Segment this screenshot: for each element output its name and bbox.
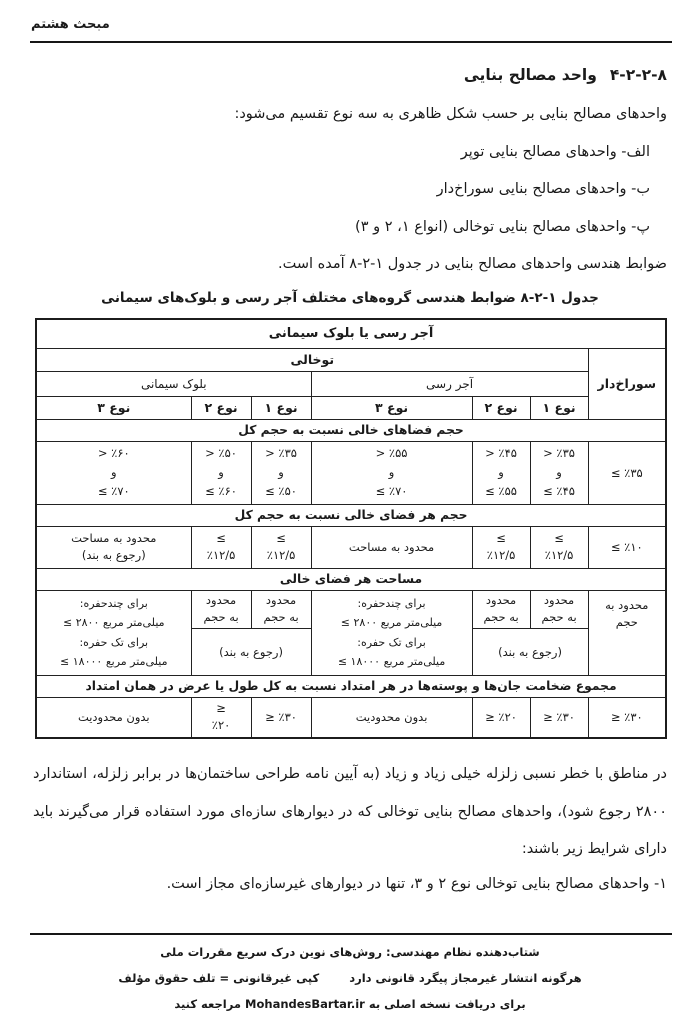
cell-void-block2: > ٪۵۰ و ≤ ٪۶۰ [191, 441, 251, 504]
cell-web-block1: ≥ ٪۳۰ [251, 697, 311, 738]
list-item-p: پ- واحدهای مصالح بنایی توخالی (انواع ۱، ۲ و ۳) [355, 218, 650, 235]
cell-area-clay1: محدود به حجم [530, 590, 588, 628]
table-caption: جدول ۱-۲-۸ ضوابط هندسی گروه‌های مختلف آجر رسی و بلوک‌های سیمانی [101, 290, 599, 306]
cell-eachvoid-clay1: ≤ ٪۱۲/۵ [530, 526, 588, 568]
section-heading [464, 66, 667, 84]
section-title: واحد مصالح بنایی [463, 66, 597, 84]
cell-header-hollow: توخالی [36, 348, 588, 371]
cell-block-type1: نوع ۱ [251, 396, 311, 419]
cell-web-clay1: ≥ ٪۳۰ [530, 697, 588, 738]
cell-block-type2: نوع ۲ [191, 396, 251, 419]
cell-clay-type1: نوع ۱ [530, 396, 588, 419]
cell-header-perforated: سوراخ‌دار [588, 348, 666, 419]
cell-web-block2: ≥ ٪۲۰ [191, 697, 251, 738]
header-rule [30, 41, 672, 43]
intro-block [33, 96, 667, 284]
footer-copyright [35, 965, 665, 991]
cell-block-type3: نوع ۳ [36, 396, 191, 419]
footer-rule [30, 933, 672, 935]
cell-eachvoid-block3: محدود به مساحت (رجوع به بند) [36, 526, 191, 568]
cell-web-clay2: ≥ ٪۲۰ [472, 697, 530, 738]
section-void-ratio: حجم فضاهای خالی نسبت به حجم کل [36, 419, 666, 441]
footer-copyright-statement: کپی غیرقانونی = تلف حقوق مؤلف [118, 971, 320, 985]
footer-website: برای دریافت نسخه اصلی به MohandesBartar.ir مراجعه کنید [174, 997, 526, 1011]
cell-area-block1: محدود به حجم [251, 590, 311, 628]
intro-line: واحدهای مصالح بنایی بر حسب شکل ظاهری به سه نوع تقسیم می‌شود: [234, 106, 667, 122]
cell-area-clay3: برای چندحفره: ≤ ۲۸۰۰ میلی‌متر مربع برای تک حفره: ≤ ۱۸۰۰۰ میلی‌متر مربع [311, 590, 472, 675]
cell-void-clay1: > ٪۳۵ و ≤ ٪۴۵ [530, 441, 588, 504]
note-item-1: ۱- واحدهای مصالح بنایی توخالی نوع ۲ و ۳، تنها در دیوارهای غیرسازه‌ای مجاز است. [166, 876, 667, 892]
cell-area-block12-note: (رجوع به بند) [191, 628, 311, 675]
cell-eachvoid-block2: ≤ ٪۱۲/۵ [191, 526, 251, 568]
cell-web-block3: بدون محدودیت [36, 697, 191, 738]
footer-copyright-warning: هرگونه انتشار غیرمجاز پیگرد قانونی دارد [349, 971, 582, 985]
footer-block [35, 939, 665, 1017]
cell-eachvoid-perforated: ≤ ٪۱۰ [588, 526, 666, 568]
cell-void-block1: > ٪۳۵ و ≤ ٪۵۰ [251, 441, 311, 504]
cell-eachvoid-clay3: محدود به مساحت [311, 526, 472, 568]
footer-credit: شتاب‌دهنده نظام مهندسی: روش‌های نوین درک سریع مقررات ملی [160, 945, 540, 959]
intro-conclusion: ضوابط هندسی واحدهای مصالح بنایی در جدول ۱-۲-۸ آمده است. [278, 256, 667, 272]
cell-clay-type3: نوع ۳ [311, 396, 472, 419]
cell-void-clay3: > ٪۵۵ و ≤ ٪۷۰ [311, 441, 472, 504]
list-item-b: ب- واحدهای مصالح بنایی سوراخ‌دار [436, 181, 650, 197]
cell-group-block: بلوک سیمانی [36, 371, 311, 396]
cell-eachvoid-block1: ≤ ٪۱۲/۵ [251, 526, 311, 568]
body-paragraph: در مناطق با خطر نسبی زلزله خیلی زیاد و زیاد (به آیین نامه طراحی ساختمان‌ها در برابر زلزله، استاندارد ۲۸۰۰ رجوع شود)، واحدهای مصالح بنایی توخالی که در دیوارهای سازه‌ای مورد استفاده قرار می‌گیرند باید دارای شرایط زیر باشند: [33, 766, 667, 857]
cell-void-block3: > ٪۶۰ و ≤ ٪۷۰ [36, 441, 191, 504]
section-web-thickness: مجموع ضخامت جان‌ها و پوسته‌ها در هر امتداد نسبت به کل طول یا عرض در همان امتداد [36, 675, 666, 697]
cell-void-perforated: ≤ ٪۳۵ [588, 441, 666, 504]
running-header: مبحث هشتم [31, 17, 110, 32]
cell-area-clay2: محدود به حجم [472, 590, 530, 628]
section-each-void: حجم هر فضای خالی نسبت به حجم کل [36, 504, 666, 526]
cell-area-perforated: محدود به حجم [588, 590, 666, 675]
cell-void-clay2: > ٪۴۵ و ≤ ٪۵۵ [472, 441, 530, 504]
cell-web-perforated: ≥ ٪۳۰ [588, 697, 666, 738]
cell-header-all: آجر رسی یا بلوک سیمانی [36, 319, 666, 348]
cell-area-block2: محدود به حجم [191, 590, 251, 628]
cell-clay-type2: نوع ۲ [472, 396, 530, 419]
section-area: مساحت هر فضای خالی [36, 568, 666, 590]
cell-area-clay12-note: (رجوع به بند) [472, 628, 588, 675]
section-number: ۴-۲-۲-۸ [609, 66, 667, 84]
cell-area-block3: برای چندحفره: ≤ ۲۸۰۰ میلی‌متر مربع برای تک حفره: ≤ ۱۸۰۰۰ میلی‌متر مربع [36, 590, 191, 675]
criteria-table [35, 318, 667, 739]
cell-web-clay3: بدون محدودیت [311, 697, 472, 738]
cell-eachvoid-clay2: ≤ ٪۱۲/۵ [472, 526, 530, 568]
list-item-a: الف- واحدهای مصالح بنایی توپر [460, 143, 650, 160]
cell-group-clay: آجر رسی [311, 371, 588, 396]
